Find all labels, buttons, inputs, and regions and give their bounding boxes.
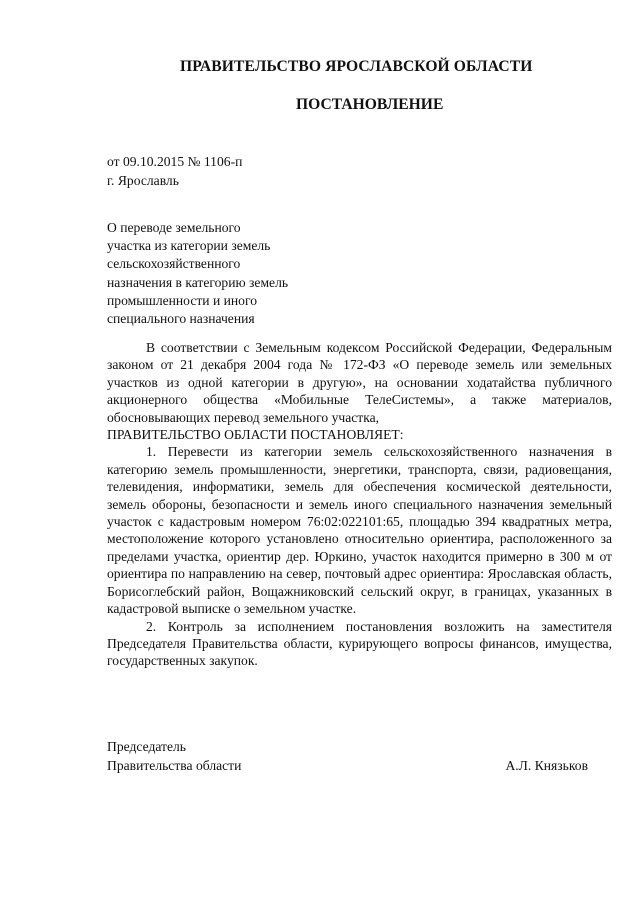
- subject-line: назначения в категорию земель: [107, 274, 289, 290]
- resolves-heading: ПРАВИТЕЛЬСТВО ОБЛАСТИ ПОСТАНОВЛЯЕТ:: [107, 427, 404, 443]
- government-title: ПРАВИТЕЛЬСТВО ЯРОСЛАВСКОЙ ОБЛАСТИ: [180, 58, 533, 75]
- subject-line: специального назначения: [107, 311, 255, 327]
- subject-line: О переводе земельного: [107, 220, 241, 235]
- item-1-paragraph: 1. Перевести из категории земель сельскохозяйственного назначения в категорию земель промышленности, энергетики, транспорта, связи, радиовещания, телевидения, информатики, земель для обеспечения космической деятельности, земель обороны, безопасности и земель иного специального назначения земельный участок с кадастровым номером 76:02:022101:65, площадью 394 квадратных метра, местоположение которого установлено относительно ориентира, расположенного за пределами участка, ориентир дер. Юркино, участок находится примерно в 300 м от ориентира по направлению на север, почтовый адрес ориентира: Ярославская область, Борисоглебский район, Вощажниковский сельский округ, в границах, указанных в кадастровой выписке о земельном участке.: [107, 444, 612, 617]
- signature-block: [107, 738, 612, 775]
- document-body: [107, 339, 612, 670]
- document-subject: [107, 219, 288, 328]
- document-meta: [107, 152, 242, 190]
- preamble-paragraph: В соответствии с Земельным кодексом Российской Федерации, Федеральным законом от 21 декабря 2004 года № 172-ФЗ «О переводе земель или земельных участков из одной категории в другую», на основании ходатайства публичного акционерного общества «Мобильные ТелеСистемы», а также материалов, обосновывающих перевод земельного участка,: [107, 340, 612, 425]
- signatory-name: А.Л. Князьков: [505, 757, 588, 773]
- subject-line: сельскохозяйственного: [107, 256, 241, 272]
- city: г. Ярославль: [107, 173, 179, 188]
- signature-row: [107, 757, 612, 776]
- signature-position-line2: Правительства области: [107, 757, 242, 773]
- item-2-paragraph: 2. Контроль за исполнением постановления возложить на заместителя Председателя Правительства области, курирующего вопросы финансов, имущества, государственных закупок.: [107, 618, 612, 669]
- subject-line: промышленности и иного: [107, 292, 258, 308]
- subject-line: участка из категории земель: [107, 238, 271, 254]
- date-number: от 09.10.2015 № 1106-п: [107, 154, 243, 169]
- document-type-title: ПОСТАНОВЛЕНИЕ: [296, 96, 444, 113]
- signature-position-line1: Председатель: [107, 739, 186, 754]
